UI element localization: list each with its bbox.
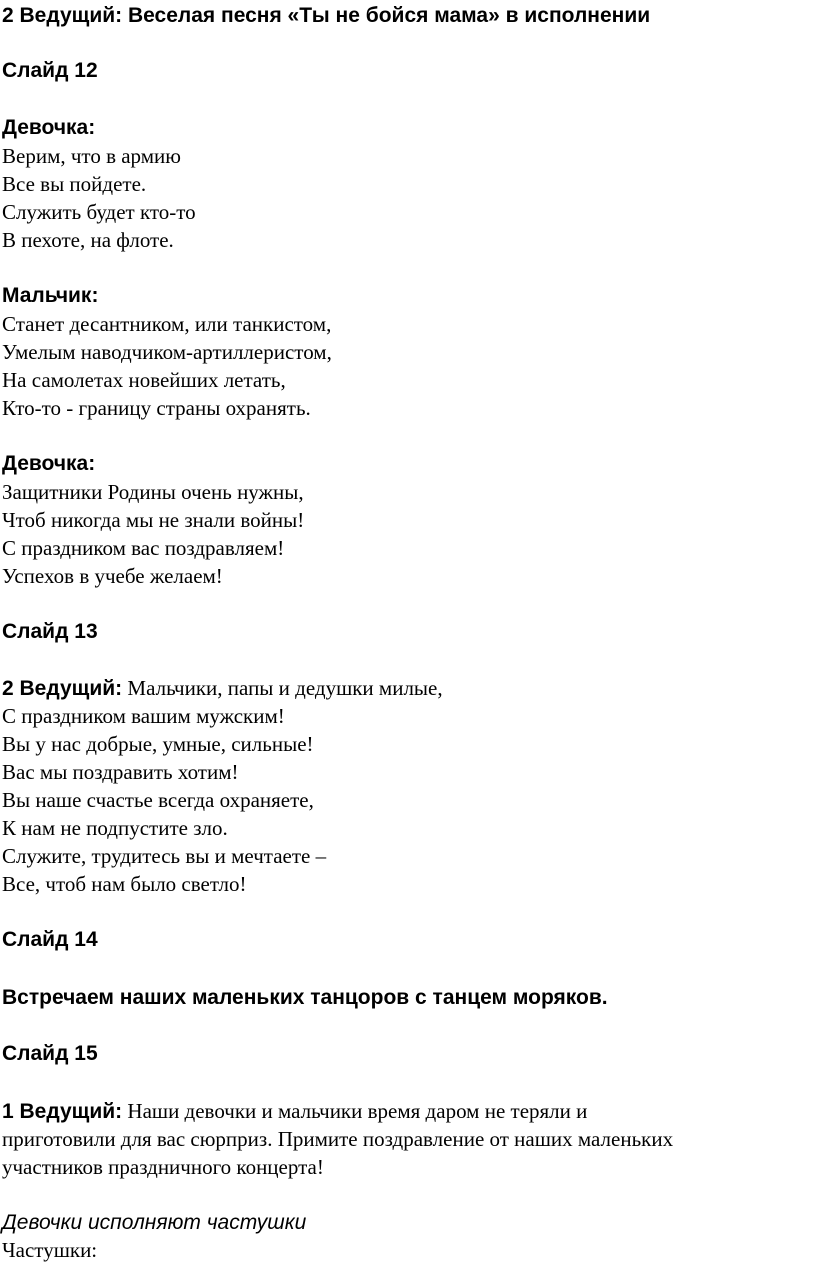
verse-line: Защитники Родины очень нужны, xyxy=(2,480,304,504)
verse-line: С праздником вас поздравляем! xyxy=(2,536,285,560)
verse-line: Успехов в учебе желаем! xyxy=(2,564,223,588)
verse-line: Служите, трудитесь вы и мечтаете – xyxy=(2,844,327,868)
verse-line: В пехоте, на флоте. xyxy=(2,228,174,252)
verse-line: Все, чтоб нам было светло! xyxy=(2,872,247,896)
paragraph-line: участников праздничного концерта! xyxy=(2,1155,324,1179)
verse-line: На самолетах новейших летать, xyxy=(2,368,286,392)
slide-13-opening-line xyxy=(2,674,443,702)
speaker-host-1: 1 Ведущий: xyxy=(2,1100,123,1123)
verse-line: Чтоб никогда мы не знали войны! xyxy=(2,508,305,532)
speaker-girl-1: Девочка: xyxy=(2,116,96,139)
slide-15-opening-line xyxy=(2,1097,587,1125)
paragraph-text: Наши девочки и мальчики время даром не теряли и xyxy=(122,1099,588,1123)
verse-line: Вы наше счастье всегда охраняете, xyxy=(2,788,314,812)
verse-text: Мальчики, папы и дедушки милые, xyxy=(122,676,443,700)
slide-13-title: Слайд 13 xyxy=(2,620,98,643)
verse-line: Верим, что в армию xyxy=(2,144,181,168)
paragraph-line: приготовили для вас сюрприз. Примите поздравление от наших маленьких xyxy=(2,1127,674,1151)
verse-line: Умелым наводчиком-артиллеристом, xyxy=(2,340,332,364)
verse-line: Все вы пойдете. xyxy=(2,172,147,196)
stage-direction: Девочки исполняют частушки xyxy=(2,1211,307,1234)
dance-announcement: Встречаем наших маленьких танцоров с танцем моряков. xyxy=(2,986,608,1009)
verse-line: Служить будет кто-то xyxy=(2,200,196,224)
verse-line: Вы у нас добрые, умные, сильные! xyxy=(2,732,314,756)
speaker-girl-2: Девочка: xyxy=(2,452,96,475)
top-heading: 2 Ведущий: Веселая песня «Ты не бойся мама» в исполнении xyxy=(2,4,651,27)
slide-12-title: Слайд 12 xyxy=(2,59,98,82)
speaker-host-2: 2 Ведущий: xyxy=(2,677,123,700)
speaker-boy: Мальчик: xyxy=(2,284,99,307)
verse-line: Кто-то - границу страны охранять. xyxy=(2,396,311,420)
slide-14-title: Слайд 14 xyxy=(2,928,98,951)
verse-line: Станет десантником, или танкистом, xyxy=(2,312,332,336)
slide-15-title: Слайд 15 xyxy=(2,1042,98,1065)
verse-line: Вас мы поздравить хотим! xyxy=(2,760,239,784)
chastushki-label: Частушки: xyxy=(2,1238,98,1262)
verse-line: С праздником вашим мужским! xyxy=(2,704,285,728)
verse-line: К нам не подпустите зло. xyxy=(2,816,228,840)
